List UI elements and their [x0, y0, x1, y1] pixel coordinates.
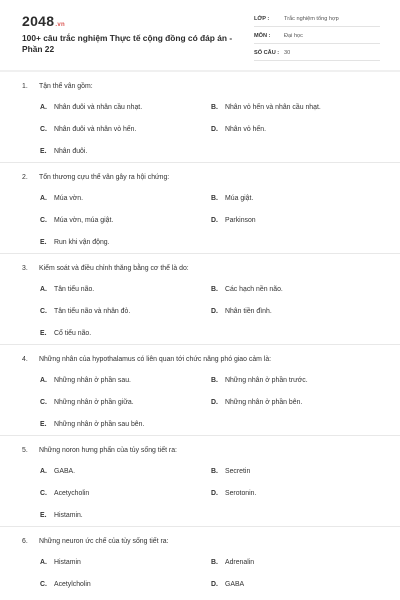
option-letter: E.	[40, 330, 47, 337]
option-text: Múa giật.	[225, 195, 254, 202]
question-list	[0, 72, 400, 600]
option-a[interactable]	[40, 377, 131, 384]
option-a[interactable]	[40, 104, 142, 111]
option-e[interactable]	[40, 148, 87, 155]
option-text: Adrenalin	[225, 559, 255, 566]
option-letter: C.	[40, 126, 47, 133]
option-c[interactable]	[40, 490, 89, 497]
option-c[interactable]	[40, 126, 136, 133]
meta-class-label: LỚP :	[254, 16, 270, 22]
option-b[interactable]	[211, 377, 308, 384]
question-stem: Tận thể vân gồm:	[39, 83, 93, 90]
option-letter: E.	[40, 421, 47, 428]
option-text: Nhân đuôi và nhân cầu nhạt.	[54, 104, 143, 111]
logo-tld: .vn	[55, 22, 65, 28]
question-number: 5.	[22, 447, 28, 454]
question-text	[22, 538, 169, 545]
option-text: Parkinson	[225, 217, 256, 224]
option-e[interactable]	[40, 330, 91, 337]
option-text: Secretin	[225, 468, 251, 475]
option-letter: C.	[40, 217, 47, 224]
option-letter: E.	[40, 239, 47, 246]
option-text: Múa vờn, múa giật.	[54, 217, 114, 224]
option-text: Tân tiểu não và nhân đỏ.	[54, 308, 131, 315]
option-letter: D.	[211, 399, 218, 406]
question-4	[0, 345, 400, 436]
option-text: Những nhân ở phần trước.	[225, 377, 308, 384]
option-letter: D.	[211, 490, 218, 497]
question-number: 1.	[22, 83, 28, 90]
site-logo[interactable]	[22, 13, 65, 29]
option-letter: A.	[40, 377, 47, 384]
option-text: GABA.	[54, 468, 76, 475]
option-letter: A.	[40, 286, 47, 293]
option-text: GABA	[225, 581, 245, 588]
option-text: Serotonin.	[225, 490, 257, 497]
meta-count-row	[254, 46, 380, 61]
question-stem: Những nhân của hypothalamus có liên quan tới chức năng phó giao cảm là:	[39, 356, 272, 363]
option-letter: C.	[40, 581, 47, 588]
question-number: 4.	[22, 356, 28, 363]
option-c[interactable]	[40, 308, 130, 315]
page-header	[0, 0, 400, 66]
option-text: Nhân vỏ hến và nhân cầu nhạt.	[225, 104, 321, 111]
option-text: Acetylcholin	[54, 581, 91, 588]
option-d[interactable]	[211, 217, 256, 224]
option-letter: B.	[211, 286, 218, 293]
question-3	[0, 254, 400, 345]
question-6	[0, 527, 400, 600]
option-d[interactable]	[211, 581, 244, 588]
question-stem: Tổn thương cựu thể vân gây ra hội chứng:	[39, 174, 170, 181]
option-c[interactable]	[40, 217, 113, 224]
option-letter: A.	[40, 195, 47, 202]
option-letter: A.	[40, 559, 47, 566]
question-number: 3.	[22, 265, 28, 272]
question-text	[22, 174, 169, 181]
question-stem: Những neuron ức chế của tủy sống tiết ra:	[39, 538, 169, 545]
question-text	[22, 265, 189, 272]
question-number: 2.	[22, 174, 28, 181]
document-meta	[254, 12, 380, 63]
document-title: 100+ câu trắc nghiệm Thực tế cộng đồng có đáp án - Phần 22	[22, 33, 233, 54]
option-a[interactable]	[40, 468, 75, 475]
meta-subject-value: Đại học	[284, 33, 303, 39]
option-letter: B.	[211, 559, 218, 566]
option-text: Những nhân ở phần bên.	[225, 399, 303, 406]
option-text: Run khi vận động.	[54, 239, 110, 246]
option-d[interactable]	[211, 308, 272, 315]
option-e[interactable]	[40, 512, 83, 519]
option-text: Những nhân ở phần sau.	[54, 377, 131, 384]
option-text: Nhân đuôi.	[54, 148, 88, 155]
meta-class-row	[254, 12, 380, 27]
question-2	[0, 163, 400, 254]
option-b[interactable]	[211, 286, 283, 293]
option-letter: D.	[211, 126, 218, 133]
option-text: Acetycholin	[54, 490, 90, 497]
option-c[interactable]	[40, 581, 91, 588]
option-text: Tân tiểu não.	[54, 286, 95, 293]
option-d[interactable]	[211, 126, 266, 133]
option-b[interactable]	[211, 559, 254, 566]
option-a[interactable]	[40, 559, 81, 566]
option-text: Histamin.	[54, 512, 83, 519]
option-e[interactable]	[40, 239, 110, 246]
option-text: Nhân tiền đình.	[225, 308, 272, 315]
option-text: Histamin	[54, 559, 81, 566]
question-5	[0, 436, 400, 527]
option-a[interactable]	[40, 195, 83, 202]
option-letter: B.	[211, 195, 218, 202]
option-letter: C.	[40, 308, 47, 315]
option-letter: B.	[211, 468, 218, 475]
option-letter: B.	[211, 377, 218, 384]
option-letter: C.	[40, 490, 47, 497]
question-text	[22, 447, 177, 454]
option-letter: A.	[40, 468, 47, 475]
option-b[interactable]	[211, 468, 250, 475]
option-text: Nhân đuôi và nhân vỏ hến.	[54, 126, 137, 133]
meta-subject-label: MÔN :	[254, 33, 271, 39]
option-letter: A.	[40, 104, 47, 111]
meta-count-label: SỐ CÂU :	[254, 50, 280, 56]
option-b[interactable]	[211, 195, 253, 202]
option-text: Nhân vỏ hến.	[225, 126, 266, 133]
question-number: 6.	[22, 538, 28, 545]
option-text: Cổ tiểu não.	[54, 330, 92, 337]
option-d[interactable]	[211, 490, 256, 497]
option-a[interactable]	[40, 286, 94, 293]
option-letter: B.	[211, 104, 218, 111]
option-letter: E.	[40, 512, 47, 519]
meta-class-value: Trắc nghiệm tổng hợp	[284, 16, 339, 22]
logo-text: 2048	[22, 13, 55, 29]
question-text	[22, 83, 93, 90]
question-stem: Kiểm soát và điều chỉnh thăng bằng cơ thể là do:	[39, 265, 189, 272]
option-d[interactable]	[211, 399, 302, 406]
option-text: Các hạch nền não.	[225, 286, 283, 293]
option-text: Những nhân ở phần sau bên.	[54, 421, 145, 428]
question-text	[22, 356, 271, 363]
meta-count-value: 30	[284, 50, 291, 56]
option-letter: D.	[211, 581, 218, 588]
option-text: Những nhân ở phần giữa.	[54, 399, 134, 406]
meta-subject-row	[254, 29, 380, 44]
option-letter: C.	[40, 399, 47, 406]
option-letter: D.	[211, 308, 218, 315]
question-1	[0, 72, 400, 163]
option-text: Múa vờn.	[54, 195, 84, 202]
option-letter: E.	[40, 148, 47, 155]
option-letter: D.	[211, 217, 218, 224]
option-b[interactable]	[211, 104, 321, 111]
option-e[interactable]	[40, 421, 144, 428]
question-stem: Những noron hưng phấn của tủy sống tiết ra:	[39, 447, 177, 454]
option-c[interactable]	[40, 399, 134, 406]
